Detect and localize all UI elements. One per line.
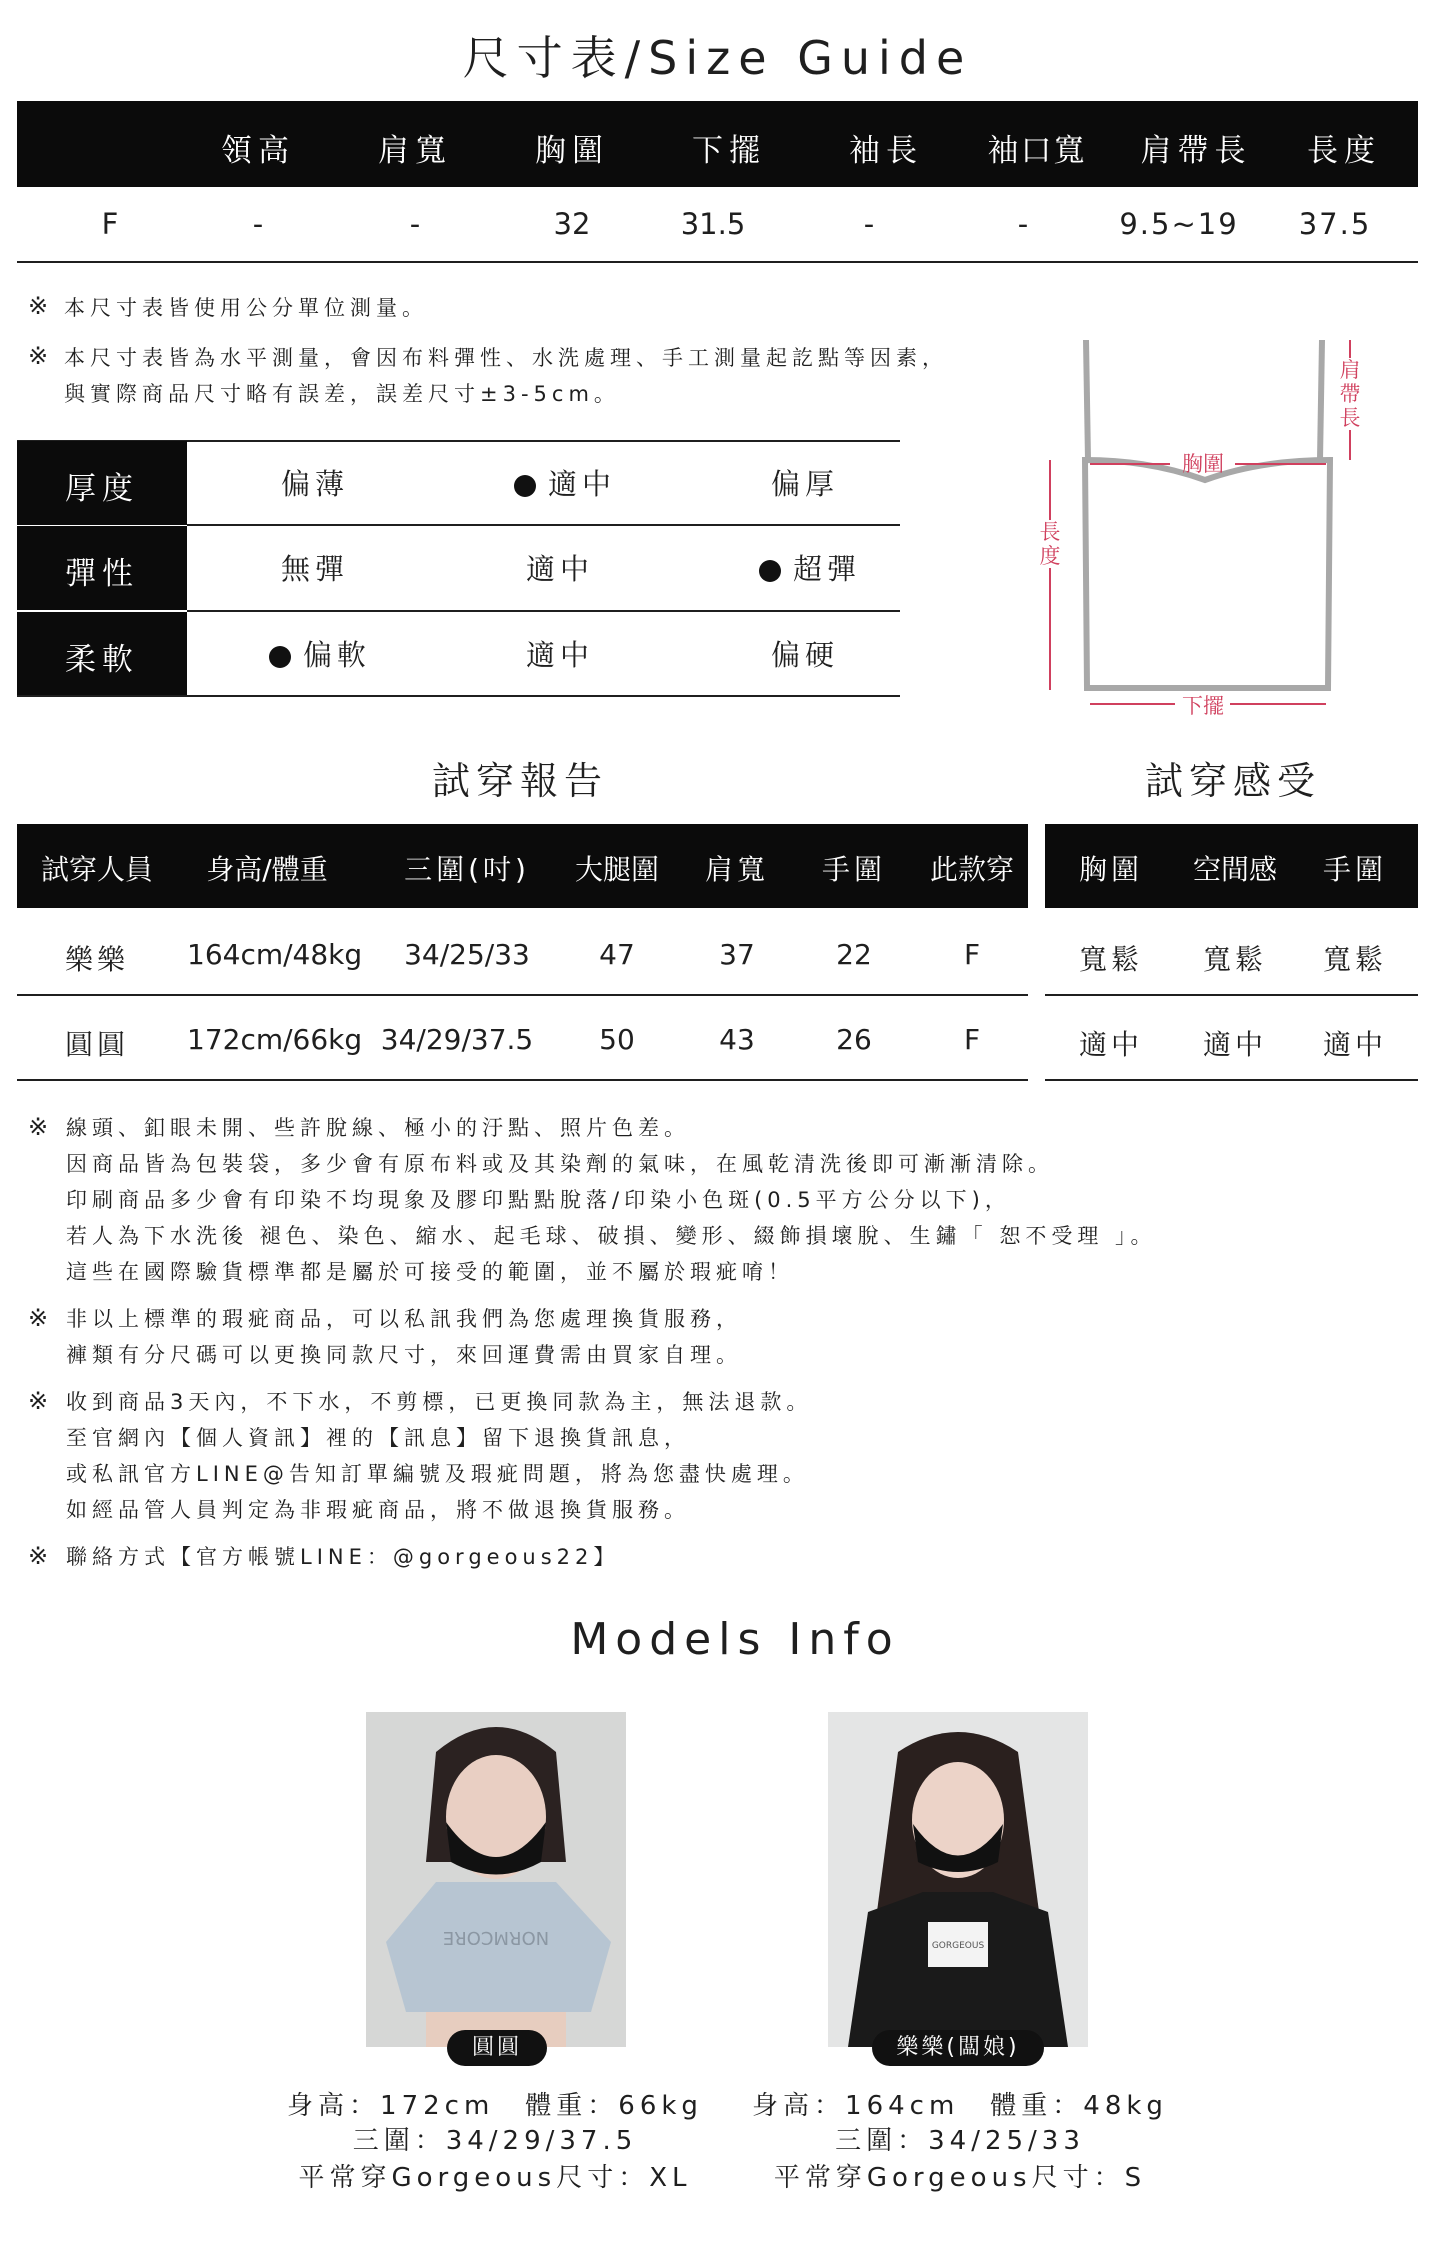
divider [17, 261, 1418, 263]
note-mark: ※ [28, 292, 49, 320]
fabric-option-selected: 超彈 [720, 547, 900, 588]
fabric-option: 適中 [525, 552, 594, 586]
note-line: 本尺寸表皆為水平測量，會因布料彈性、水洗處理、手工測量起訖點等因素， [64, 346, 948, 370]
trial-cell: F [963, 938, 981, 971]
size-guide-header-bar [17, 101, 1418, 187]
fabric-label: 厚度 [65, 471, 139, 507]
size-header-cell: 領高 [221, 133, 295, 169]
note-mark: ※ [28, 1113, 49, 1141]
fabric-option: 偏厚 [770, 467, 839, 501]
trial-cell: 47 [599, 938, 635, 971]
note-line: 這些在國際驗貨標準都是屬於可接受的範圍，並不屬於瑕疵唷！ [66, 1260, 794, 1284]
size-cell: 9.5~19 [1119, 207, 1239, 241]
divider [17, 994, 1028, 996]
note-mark: ※ [28, 1387, 49, 1415]
size-cell: - [409, 207, 421, 241]
model-name-tag: 圓圓 [447, 2030, 547, 2066]
fabric-option: 偏薄 [280, 467, 349, 501]
note-line: 若人為下水洗後 褪色、染色、縮水、起毛球、破損、變形、綴飾損壞脫、生鏽「 恕不受理 」。 [66, 1224, 1157, 1248]
feel-header-cell: 胸圍 [1078, 853, 1143, 886]
model-measure-line: 三圍：34/25/33 [835, 2126, 1085, 2156]
trial-header-cell: 身高/體重 [206, 853, 328, 886]
trial-cell: 22 [836, 938, 872, 971]
fabric-label: 彈性 [65, 556, 139, 592]
trial-header-cell: 此款穿 [929, 853, 1014, 886]
note-line: 印刷商品多少會有印染不均現象及膠印點點脫落/印染小色斑(0.5平方公分以下)， [66, 1188, 1011, 1212]
trial-cell: 34/25/33 [404, 938, 530, 971]
model-name-tag: 樂樂(闆娘) [872, 2030, 1044, 2066]
size-cell: F [101, 207, 119, 241]
fabric-label-cell [17, 612, 187, 696]
trial-cell: 164cm/48kg [187, 938, 363, 971]
trial-header-cell: 肩寬 [704, 853, 769, 886]
size-cell: 31.5 [680, 207, 746, 241]
trial-header-cell: 手圍 [821, 853, 886, 886]
size-cell: - [863, 207, 875, 241]
trial-cell: 樂樂 [64, 943, 129, 976]
note-mark: ※ [28, 1542, 49, 1570]
feel-cell: 寬鬆 [1078, 943, 1143, 976]
shirt-print-text: NORMCORE [442, 1927, 550, 1948]
trial-cell: 50 [599, 1023, 635, 1056]
feel-header-cell: 空間感 [1192, 853, 1277, 886]
model-size-line: 平常穿Gorgeous尺寸：S [773, 2163, 1147, 2193]
hem-label: 下擺 [1182, 694, 1224, 718]
feel-header-cell: 手圍 [1322, 853, 1387, 886]
divider [187, 524, 900, 526]
trial-cell: 34/29/37.5 [380, 1023, 534, 1056]
note-line: 如經品管人員判定為非瑕疵商品，將不做退換貨服務。 [66, 1498, 690, 1522]
fabric-option: 無彈 [280, 552, 349, 586]
garment-diagram [1030, 320, 1410, 720]
divider [1045, 1079, 1418, 1081]
trial-cell: 172cm/66kg [187, 1023, 363, 1056]
feel-cell: 寬鬆 [1202, 943, 1267, 976]
size-header-cell: 肩帶長 [1140, 133, 1252, 169]
chest-label: 胸圍 [1182, 452, 1224, 476]
note-line: 聯絡方式【官方帳號LINE：@gorgeous22】 [66, 1545, 620, 1569]
size-header-cell: 袖長 [849, 133, 923, 169]
note-line: 收到商品3天內，不下水，不剪標，已更換同款為主，無法退款。 [66, 1390, 813, 1414]
trial-cell: 43 [719, 1023, 755, 1056]
feel-cell: 適中 [1078, 1028, 1143, 1061]
model-photo [828, 1712, 1088, 2047]
feel-cell: 適中 [1322, 1028, 1387, 1061]
model-photo [366, 1712, 626, 2047]
feel-cell: 寬鬆 [1322, 943, 1387, 976]
note-line: 或私訊官方LINE@告知訂單編號及瑕疵問題，將為您盡快處理。 [66, 1462, 809, 1486]
models-title: Models Info [570, 1614, 900, 1665]
trial-report-header-bar [17, 824, 1028, 908]
note-line: 因商品皆為包裝袋，多少會有原布料或及其染劑的氣味，在風乾清洗後即可漸漸清除。 [66, 1152, 1054, 1176]
trial-cell: 圓圓 [64, 1028, 129, 1061]
fabric-label-cell [17, 441, 187, 525]
divider [17, 1079, 1028, 1081]
trial-cell: 26 [836, 1023, 872, 1056]
trial-feel-title: 試穿感受 [1144, 759, 1321, 803]
shirt-print-text: GORGEOUS [931, 1941, 985, 1951]
trial-header-cell: 大腿圍 [574, 853, 659, 886]
fabric-option-selected: 偏軟 [230, 633, 410, 674]
size-cell: 37.5 [1298, 207, 1372, 241]
length-label: 長度 [1034, 520, 1066, 568]
size-header-cell: 袖口寬 [987, 133, 1087, 169]
fabric-option: 適中 [525, 638, 594, 672]
divider [17, 695, 900, 697]
note-line: 至官網內【個人資訊】裡的【訊息】留下退換貨訊息， [66, 1426, 690, 1450]
note-line: 非以上標準的瑕疵商品，可以私訊我們為您處理換貨服務， [66, 1307, 742, 1331]
note-line: 褲類有分尺碼可以更換同款尺寸，來回運費需由買家自理。 [66, 1343, 742, 1367]
selected-dot-icon [514, 475, 536, 497]
model-photo-image [366, 1712, 626, 2047]
size-guide-title: 尺寸表/Size Guide [462, 31, 973, 85]
size-cell: - [252, 207, 264, 241]
size-header-cell: 下擺 [692, 133, 766, 169]
size-header-cell: 肩寬 [378, 133, 452, 169]
size-cell: 32 [553, 207, 591, 241]
model-measure-line: 三圍：34/29/37.5 [352, 2126, 638, 2156]
model-photo-image [828, 1712, 1088, 2047]
trial-cell: 37 [719, 938, 755, 971]
size-header-cell: 胸圍 [535, 133, 609, 169]
size-cell: - [1017, 207, 1029, 241]
feel-cell: 適中 [1202, 1028, 1267, 1061]
divider [1045, 994, 1418, 996]
fabric-label: 柔軟 [65, 642, 139, 678]
note-line: 線頭、釦眼未開、些許脫線、極小的汙點、照片色差。 [66, 1116, 690, 1140]
trial-header-cell: 三圍(吋) [404, 853, 530, 886]
selected-dot-icon [269, 646, 291, 668]
note-mark: ※ [28, 1304, 49, 1332]
trial-cell: F [963, 1023, 981, 1056]
divider [187, 610, 900, 612]
note-line: 與實際商品尺寸略有誤差，誤差尺寸±3-5cm。 [64, 382, 620, 406]
fabric-label-cell [17, 526, 187, 610]
note-mark: ※ [28, 342, 49, 370]
trial-report-title: 試穿報告 [431, 759, 608, 803]
selected-dot-icon [759, 560, 781, 582]
strap-length-label: 肩帶長 [1334, 358, 1366, 430]
fabric-option: 偏硬 [770, 638, 839, 672]
note-line: 本尺寸表皆使用公分單位測量。 [64, 296, 428, 320]
model-stats-line: 身高：172cm 體重：66kg [287, 2091, 703, 2121]
size-header-cell: 長度 [1307, 133, 1381, 169]
model-stats-line: 身高：164cm 體重：48kg [752, 2091, 1168, 2121]
model-size-line: 平常穿Gorgeous尺寸：XL [298, 2163, 692, 2193]
trial-feel-header-bar [1045, 824, 1418, 908]
fabric-option-selected: 適中 [475, 462, 655, 503]
trial-header-cell: 試穿人員 [40, 853, 153, 886]
